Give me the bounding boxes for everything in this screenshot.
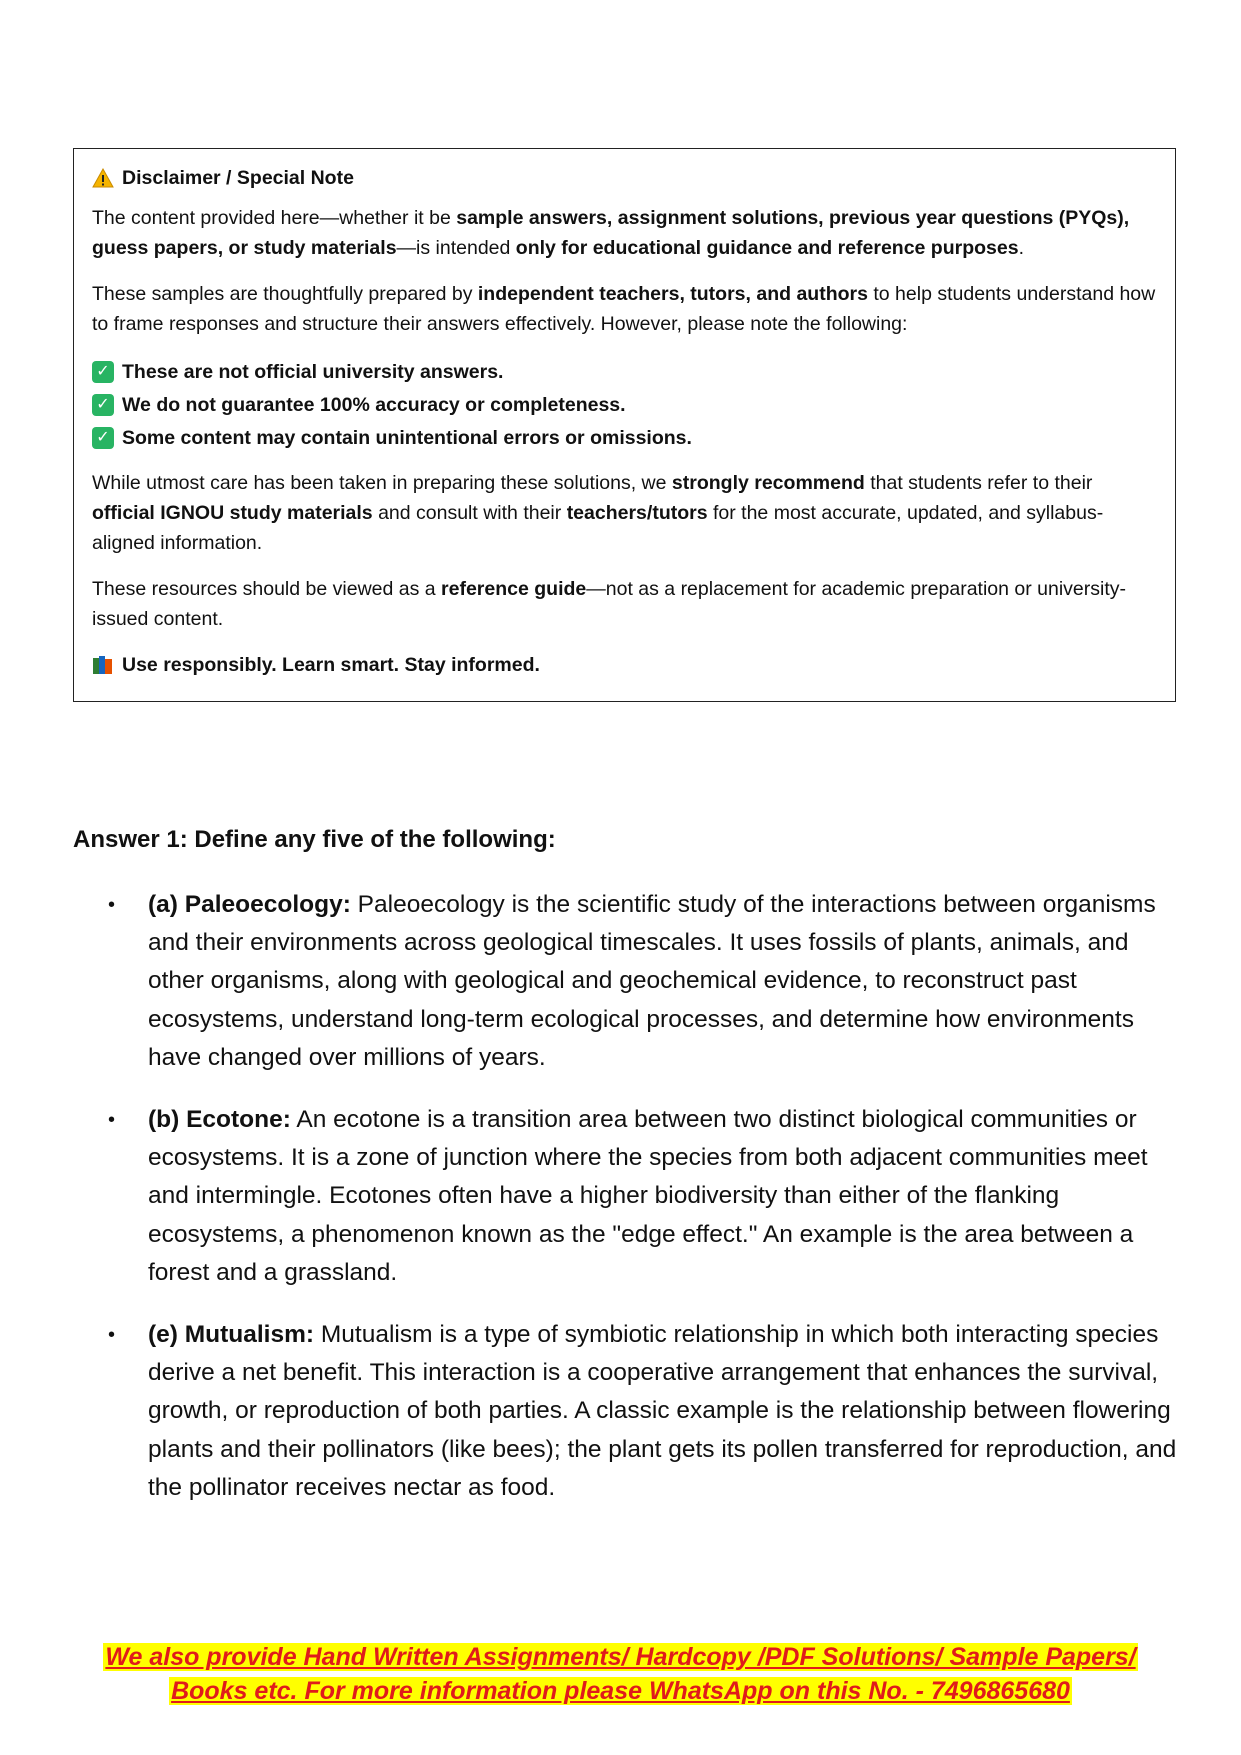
disclaimer-paragraph-2 <box>92 279 1157 339</box>
disclaimer-footer <box>92 650 1157 680</box>
definition-term: (b) Ecotone: <box>148 1106 291 1134</box>
bullet-icon: • <box>108 1324 116 1347</box>
bold-run: strongly recommend <box>671 472 865 494</box>
disclaimer-paragraph-3 <box>92 468 1157 558</box>
text-run: —is intended <box>396 237 516 259</box>
definition-text: Mutualism is a type of symbiotic relationship in which both interacting species derive a net benefit. This interaction is a cooperative arrangement that enhances the survival, growth, or reproduction of both parties. A classic example is the relationship between flowering plants and their pollinators (like bees); the plant gets its pollen transferred for reproduction, and the pollinator receives nectar as food. <box>148 1321 1177 1501</box>
text-run: that students refer to their <box>864 472 1093 494</box>
promo-line-1: We also provide Hand Written Assignments/ Hardcopy /PDF Solutions/ Sample Papers/ <box>105 1643 1136 1671</box>
text-run: . <box>1018 237 1025 259</box>
list-item <box>100 1316 1180 1507</box>
disclaimer-paragraph-4 <box>92 574 1157 634</box>
text-run: to help students understand how to frame responses and structure their answers effectively. However, please note the following: <box>92 283 1156 335</box>
disclaimer-title <box>92 163 1157 193</box>
promo-line-2: Books etc. For more information please WhatsApp on this No. - 7496865680 <box>171 1677 1070 1705</box>
bullet-icon: • <box>108 894 116 916</box>
answer-list <box>100 886 1180 1531</box>
definition-text: An ecotone is a transition area between two distinct biological communities or ecosystems. It is a zone of junction where the species from both adjacent communities meet and intermingle. Ecotones often have a higher biodiversity than either of the flanking ecosystems, a phenomenon known as the "edge effect." An example is the area between a forest and a grassland. <box>148 1106 1148 1286</box>
promo-banner <box>0 1640 1241 1708</box>
bold-run: reference guide <box>441 578 587 600</box>
text-run: for the most accurate, updated, and syllabus-aligned information. <box>92 502 1104 554</box>
bullet-icon: • <box>108 1109 116 1132</box>
warning-icon <box>92 167 114 189</box>
disclaimer-title-text: Disclaimer / Special Note <box>122 167 354 189</box>
definition-term: (e) Mutualism: <box>148 1321 315 1349</box>
definition-text: Paleoecology is the scientific study of the interactions between organisms and their environments across geological timescales. It uses fossils of plants, animals, and other organisms, along with geological and geochemical evidence, to reconstruct past ecosystems, understand long-term ecological processes, and determine how environments have changed over millions of years. <box>148 891 1156 1071</box>
disclaimer-footer-text: Use responsibly. Learn smart. Stay informed. <box>122 654 540 676</box>
disclaimer-paragraph-1 <box>92 203 1157 263</box>
text-run: —not as a replacement for academic preparation or university-issued content. <box>92 578 1127 630</box>
bold-run: sample answers, assignment solutions, previous year questions (PYQs), guess papers, or study materials <box>92 207 1130 259</box>
answer-heading: Answer 1: Define any five of the following: <box>73 826 556 853</box>
check-item-text: Some content may contain unintentional errors or omissions. <box>122 426 692 449</box>
books-icon <box>92 654 114 676</box>
list-item <box>100 886 1180 1077</box>
text-run: While utmost care has been taken in preparing these solutions, we <box>92 472 672 494</box>
check-item <box>92 421 1157 454</box>
check-list <box>92 355 1157 454</box>
check-item <box>92 388 1157 421</box>
disclaimer-box <box>73 148 1176 702</box>
list-item <box>100 1101 1180 1292</box>
check-item-text: These are not official university answers. <box>122 360 504 383</box>
bold-run: teachers/tutors <box>566 502 708 524</box>
bold-run: only for educational guidance and reference purposes <box>515 237 1019 259</box>
bold-run: independent teachers, tutors, and authors <box>477 283 868 305</box>
text-run: The content provided here—whether it be <box>92 207 457 229</box>
checkmark-icon: ✓ <box>92 361 114 383</box>
checkmark-icon: ✓ <box>92 427 114 449</box>
check-item-text: We do not guarantee 100% accuracy or completeness. <box>122 393 626 416</box>
bold-run: official IGNOU study materials <box>92 502 373 524</box>
text-run: These resources should be viewed as a <box>92 578 442 600</box>
checkmark-icon: ✓ <box>92 394 114 416</box>
check-item <box>92 355 1157 388</box>
definition-term: (a) Paleoecology: <box>148 891 351 918</box>
text-run: and consult with their <box>372 502 567 524</box>
text-run: These samples are thoughtfully prepared by <box>92 283 478 305</box>
